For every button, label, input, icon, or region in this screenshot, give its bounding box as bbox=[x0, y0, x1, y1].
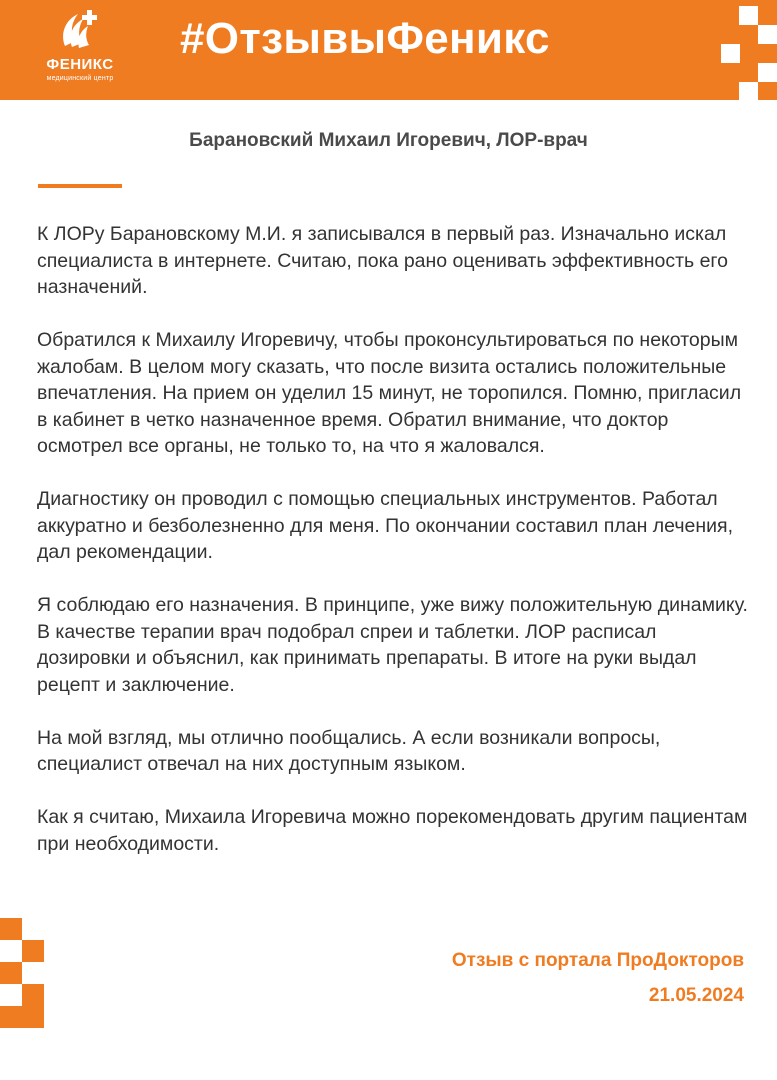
review-body bbox=[37, 221, 752, 884]
hashtag-title: #ОтзывыФеникс bbox=[180, 14, 550, 63]
review-date: 21.05.2024 bbox=[648, 985, 744, 1006]
logo-subtitle: медицинский центр bbox=[46, 75, 114, 82]
phoenix-logo-icon bbox=[56, 6, 104, 54]
review-paragraph: Я соблюдаю его назначения. В принципе, уже вижу положительную динамику. В качестве терапии врач подобрал спреи и таблетки. ЛОР расписал дозировки и объяснил, как принимать препараты. В итоге на руки выдал рецепт и заключение. bbox=[37, 594, 748, 696]
header-banner bbox=[0, 0, 777, 100]
review-paragraph: Обратился к Михаилу Игоревичу, чтобы проконсультироваться по некоторым жалобам. В целом могу сказать, что после визита остались положительные впечатления. На прием он уделил 15 минут, не торопился. Помню, пригласил в кабинет в четко назначенное время. Обратил внимание, что доктор осмотрел все органы, не только то, на что я жаловался. bbox=[37, 329, 742, 457]
doctor-name-heading: Барановский Михаил Игоревич, ЛОР-врач bbox=[189, 130, 588, 151]
review-paragraph: Диагностику он проводил с помощью специальных инструментов. Работал аккуратно и безболезненно для меня. По окончании составил план лечения, дал рекомендации. bbox=[37, 488, 733, 563]
review-paragraph: Как я считаю, Михаила Игоревича можно порекомендовать другим пациентам при необходимости. bbox=[37, 806, 748, 855]
logo-name: ФЕНИКС bbox=[46, 56, 114, 73]
review-paragraph: На мой взгляд, мы отлично пообщались. А если возникали вопросы, специалист отвечал на них доступным языком. bbox=[37, 726, 661, 775]
title-divider bbox=[38, 184, 122, 188]
fenix-logo bbox=[30, 6, 130, 92]
review-paragraph: К ЛОРу Барановскому М.И. я записывался в первый раз. Изначально искал специалиста в интернете. Считаю, пока рано оценивать эффективность его назначений. bbox=[37, 223, 728, 298]
review-source: Отзыв с портала ПроДокторов bbox=[451, 950, 744, 971]
